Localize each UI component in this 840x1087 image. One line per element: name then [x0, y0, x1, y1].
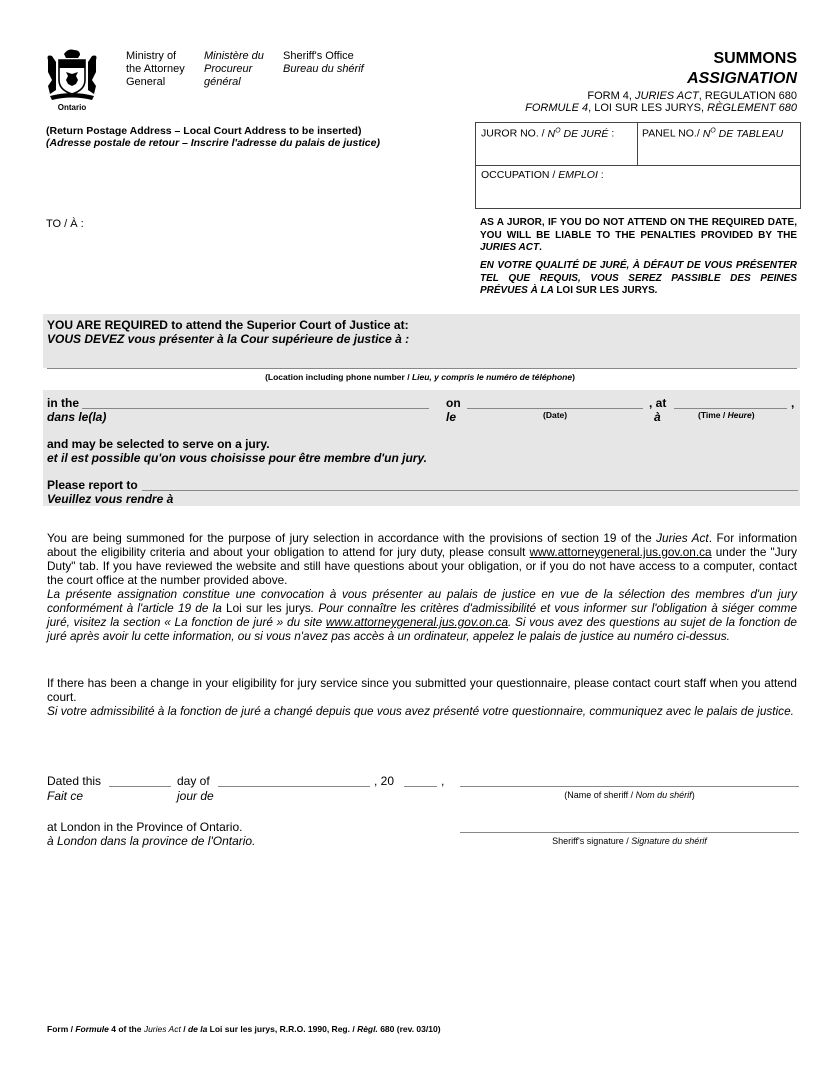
occupation-colon: :: [597, 169, 604, 181]
footer-h: Règl.: [357, 1024, 378, 1034]
occupation-label-fr: EMPLOI: [558, 169, 598, 181]
date-caption: (Date): [543, 410, 568, 420]
at-label: , at: [649, 396, 667, 410]
in-the-label: in the: [47, 396, 79, 410]
ontario-coat-of-arms-logo: [44, 46, 100, 112]
juror-no-label-en: JUROR NO. /: [481, 127, 548, 140]
juror-no-label-fr-n: N: [547, 127, 556, 140]
occupation-field[interactable]: [481, 169, 604, 181]
form-ref-en-a: FORM 4,: [587, 90, 636, 102]
ministry-name-fr: [204, 50, 264, 89]
time-comma: ,: [791, 396, 795, 410]
title-en: SUMMONS: [713, 50, 797, 67]
summons-explanation-en: [47, 531, 797, 587]
selected-fr: et il est possible qu'on vous choisisse pour être membre d'un jury.: [47, 451, 428, 465]
panel-no-label-fr-sup: O: [710, 127, 716, 134]
form-ref-fr-a: FORMULE 4: [525, 102, 589, 114]
footer-e: /: [180, 1024, 188, 1034]
office-name-en: Sheriff's Office: [283, 50, 354, 62]
coat-of-arms-icon: [44, 46, 100, 102]
sheriff-signature-caption-fr: Signature du shérif: [631, 836, 707, 846]
day-of-label-en: day of: [177, 774, 210, 788]
sheriff-name-caption-fr: Nom du shérif: [635, 790, 692, 800]
attorney-general-link-en[interactable]: www.attorneygeneral.jus.gov.on.ca: [529, 545, 712, 559]
location-caption-fr: Lieu, y compris le numéro de téléphone: [411, 372, 573, 382]
eligibility-change-fr: Si votre admissibilité à la fonction de juré a changé depuis que vous avez présenté votre questionnaire, communiquez avec le palais de justice.: [47, 704, 794, 718]
form-ref-fr-b: , LOI SUR LES JURYS,: [588, 102, 708, 114]
return-address-en: (Return Postage Address – Local Court Address to be inserted): [46, 125, 362, 137]
date-line[interactable]: [467, 408, 643, 409]
warning-en: [480, 217, 797, 255]
summons-explanation-fr: [47, 587, 797, 643]
on-label: on: [446, 396, 461, 410]
sheriff-signature-line[interactable]: [460, 832, 799, 833]
ministry-name-en: [126, 50, 185, 89]
juror-no-label-fr-b: DE JURÉ: [560, 127, 609, 140]
month-line[interactable]: [218, 786, 370, 787]
location-caption-end: ): [572, 372, 575, 382]
time-caption-end: ): [751, 410, 755, 420]
report-to-line[interactable]: [142, 490, 798, 491]
sheriff-signature-caption: [460, 836, 799, 846]
footer-i: 680 (rev. 03/10): [377, 1024, 441, 1034]
dans-label: dans le(la): [47, 410, 107, 424]
year-line[interactable]: [404, 786, 437, 787]
selected-en: and may be selected to serve on a jury.: [47, 437, 270, 451]
footer-c: 4 of the: [108, 1024, 144, 1034]
ministry-en-line-1: Ministry of: [126, 50, 177, 62]
report-fr: Veuillez vous rendre à: [47, 492, 174, 506]
form-ref-en-c: , REGULATION 680: [698, 90, 797, 102]
juror-number-field[interactable]: [481, 127, 614, 140]
footer-b: Formule: [75, 1024, 109, 1034]
time-caption-en: (Time /: [698, 410, 728, 420]
london-en: at London in the Province of Ontario.: [47, 820, 243, 834]
sheriff-name-caption: [460, 790, 799, 800]
footer-d: Juries Act: [143, 1024, 181, 1034]
p1-en-act: Juries Act: [656, 531, 709, 545]
return-address-fr: (Adresse postale de retour – Inscrire l'adresse du palais de justice): [46, 137, 380, 149]
eligibility-change-en: If there has been a change in your eligibility for jury service since you submitted your questionnaire, please contact court staff when you attend court.: [47, 676, 797, 704]
dated-label-en: Dated this: [47, 774, 102, 788]
panel-no-label-fr-n: N: [702, 127, 711, 140]
footer-a: Form /: [47, 1024, 76, 1034]
warning-fr: [480, 260, 797, 298]
form-reference-fr: [525, 102, 797, 114]
year-comma: ,: [441, 774, 445, 788]
in-the-line[interactable]: [82, 408, 429, 409]
footer-g: Loi sur les jurys, R.R.O. 1990, Reg. /: [207, 1024, 358, 1034]
location-caption: [0, 372, 840, 382]
day-line[interactable]: [109, 786, 171, 787]
required-en: YOU ARE REQUIRED to attend the Superior Court of Justice at:: [47, 318, 409, 332]
to-label: TO / À :: [46, 218, 84, 230]
juror-no-label-fr-sup: O: [555, 127, 561, 134]
office-name: [283, 50, 364, 76]
p1-en-d: under the "Jury Duty" tab. If you have reviewed the website and still have questions about your obligation, or if you do not have access to a computer, contact the court office at the number provided above.: [47, 545, 797, 587]
warning-fr-act: LOI SUR LES JURYS: [556, 285, 655, 296]
attorney-general-link-fr[interactable]: www.attorneygeneral.jus.gov.on.ca: [325, 615, 509, 629]
ministry-fr-line-3: général: [204, 76, 241, 88]
warning-fr-end: .: [654, 285, 658, 296]
warning-fr-text: EN VOTRE QUALITÉ DE JURÉ, À DÉFAUT DE VOUS PRÉSENTER TEL QUE REQUIS, VOUS SEREZ PASSIBLE DES PEINES PRÉVUES À LA: [480, 260, 797, 296]
juror-box-divider: [637, 122, 638, 166]
time-caption-fr: Heure: [727, 410, 752, 420]
p1-fr-act: Loi sur les jurys: [226, 601, 311, 615]
london-fr: à London dans la province de l'Ontario.: [47, 834, 256, 848]
ministry-en-line-3: General: [126, 76, 166, 88]
logo-wordmark: Ontario: [57, 103, 87, 112]
p1-en-c: . For information about the eligibility criteria and about your obligation to attend for jury duty, please consult: [47, 531, 798, 559]
location-caption-en: (Location including phone number /: [265, 372, 412, 382]
form-ref-fr-c: RÈGLEMENT 680: [707, 102, 797, 114]
sheriff-name-caption-end: ): [691, 790, 695, 800]
occupation-label-en: OCCUPATION /: [481, 169, 559, 181]
sheriff-name-line[interactable]: [460, 786, 799, 787]
location-line[interactable]: [47, 368, 797, 369]
sheriff-signature-caption-en: Sheriff's signature /: [552, 836, 632, 846]
warning-en-text: AS A JUROR, IF YOU DO NOT ATTEND ON THE REQUIRED DATE, YOU WILL BE LIABLE TO THE PENALTIES PROVIDED BY THE: [480, 217, 797, 241]
a-label: à: [654, 410, 661, 424]
required-fr: VOUS DEVEZ vous présenter à la Cour supérieure de justice à :: [47, 332, 410, 346]
time-caption: [698, 410, 755, 420]
title-fr: ASSIGNATION: [687, 70, 797, 87]
p1-fr-d: . Si vous avez des questions au sujet de la fonction de juré après avoir lu cette information, ou si vous n'avez pas accès à un ordinateur, appelez le palais de justice au numéro ci-dessus.: [47, 615, 797, 643]
form-footer: [47, 1024, 441, 1034]
jour-de-label-fr: jour de: [177, 789, 214, 803]
p1-en-a: You are being summoned for the purpose of jury selection in accordance with the provisions of section 19 of the: [47, 531, 657, 545]
office-name-fr: Bureau du shérif: [283, 63, 364, 75]
juror-box-row-divider: [475, 165, 801, 166]
ministry-en-line-2: the Attorney: [126, 63, 185, 75]
year-prefix: , 20: [374, 774, 395, 788]
juror-no-colon: :: [608, 127, 615, 140]
sheriff-name-caption-en: (Name of sheriff /: [564, 790, 636, 800]
p1-fr-a: La présente assignation constitue une convocation à vous présenter au palais de justice en vue de la sélection des membres d'un jury conformément à l'article 19 de la: [47, 587, 797, 615]
panel-no-label-en: PANEL NO./: [642, 127, 703, 140]
time-line[interactable]: [674, 408, 787, 409]
panel-no-label-fr-b: DE TABLEAU: [715, 127, 784, 140]
warning-en-end: .: [539, 242, 542, 253]
report-en: Please report to: [47, 478, 138, 492]
ministry-fr-line-1: Ministère du: [204, 50, 264, 62]
form-reference-en: [587, 90, 797, 102]
warning-en-act: JURIES ACT: [480, 242, 540, 253]
p1-fr-c: . Pour connaître les critères d'admissibilité et vous informer sur l'obligation à siéger comme juré, visitez la section « La fonction de juré » du site: [47, 601, 798, 629]
footer-f: de la: [187, 1024, 208, 1034]
form-ref-en-act: JURIES ACT: [635, 90, 699, 102]
ministry-fr-line-2: Procureur: [204, 63, 253, 75]
panel-number-field[interactable]: [642, 127, 783, 140]
fait-label-fr: Fait ce: [47, 789, 84, 803]
le-label: le: [446, 410, 457, 424]
